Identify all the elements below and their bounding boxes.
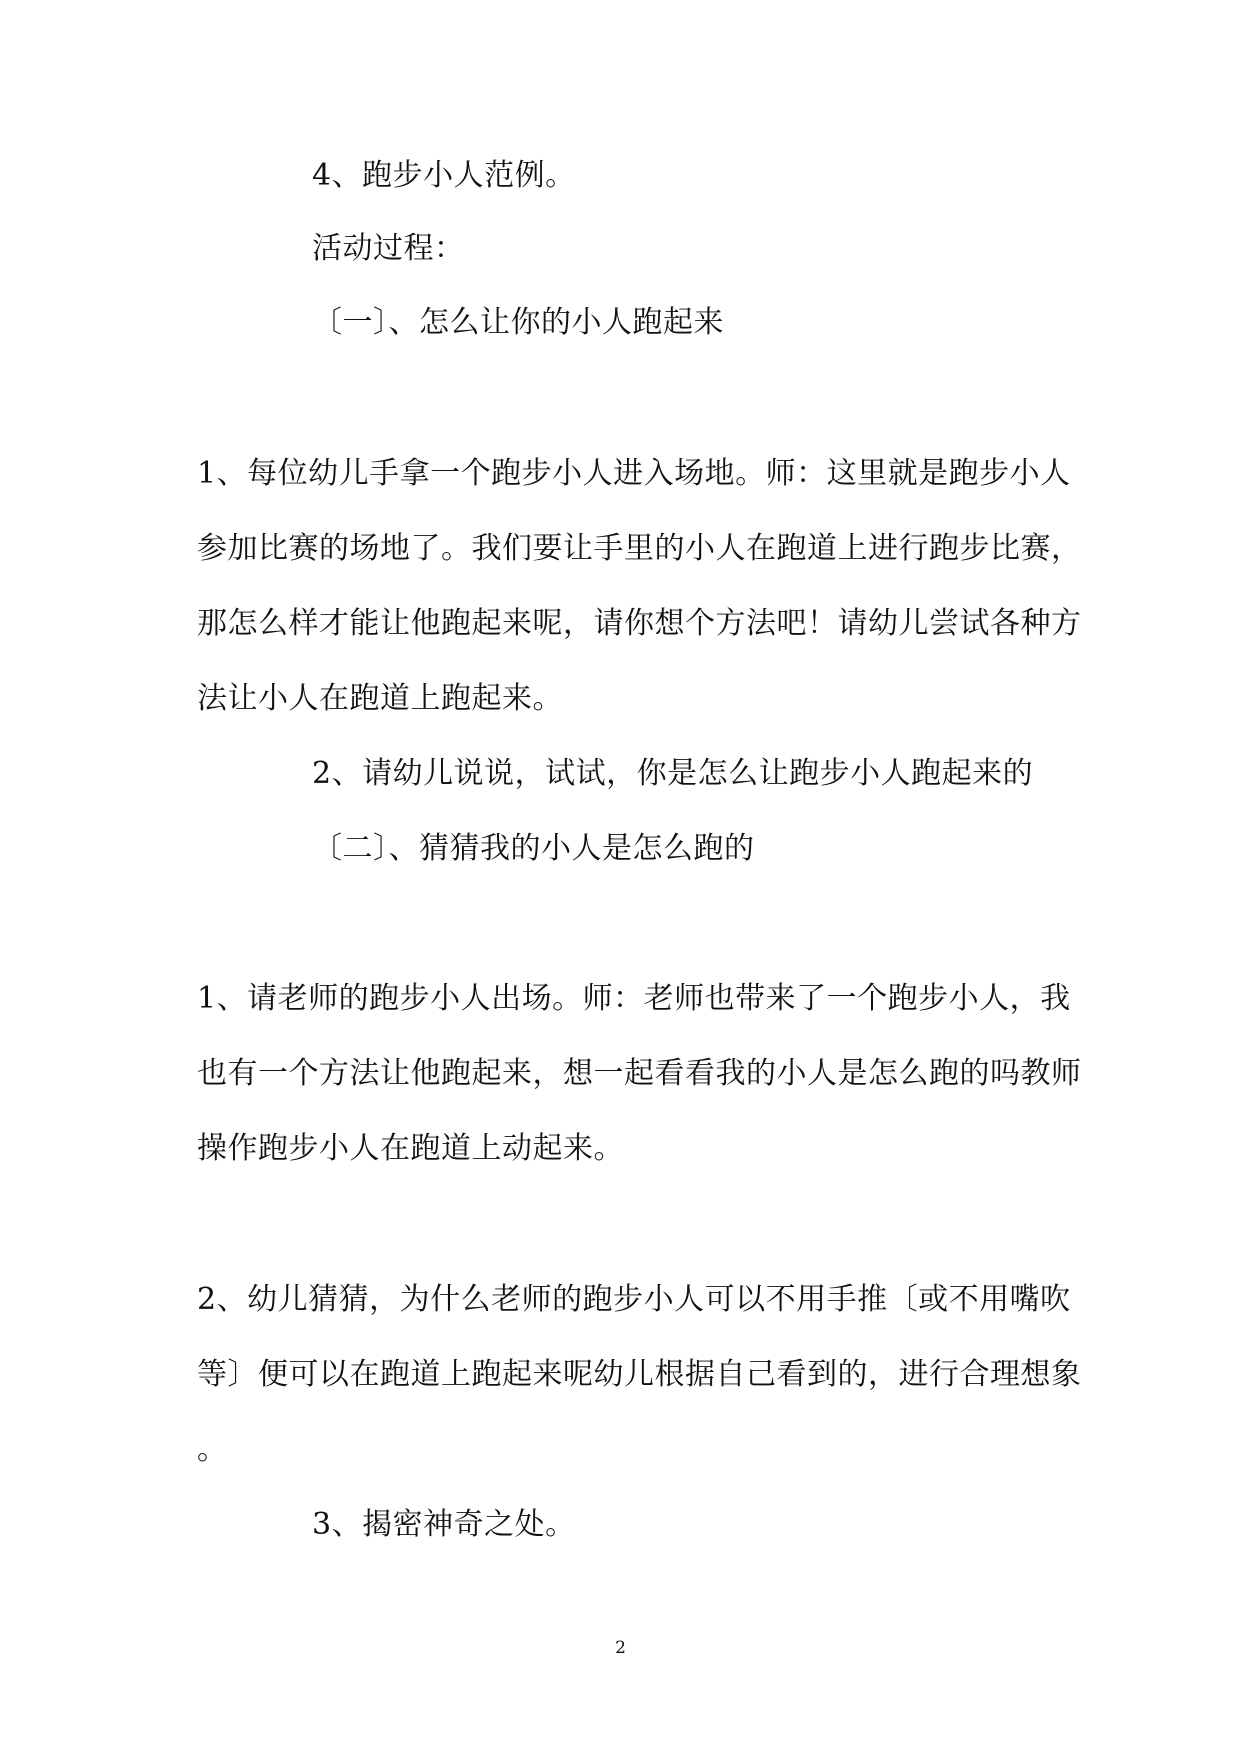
paragraph-line: 等〕便可以在跑道上跑起来呢幼儿根据自己看到的，进行合理想象 [197, 1357, 1082, 1392]
step-line-2: 2、请幼儿说说，试试，你是怎么让跑步小人跑起来的 [312, 756, 1034, 791]
paragraph-line: 。 [197, 1432, 228, 1467]
paragraph-line: 1、请老师的跑步小人出场。师：老师也带来了一个跑步小人，我 [197, 981, 1071, 1016]
paragraph-line: 法让小人在跑道上跑起来。 [197, 681, 563, 716]
section-heading-1: 〔一〕、怎么让你的小人跑起来 [312, 305, 724, 340]
paragraph-line: 也有一个方法让他跑起来，想一起看看我的小人是怎么跑的吗教师 [197, 1056, 1082, 1091]
paragraph-line: 操作跑步小人在跑道上动起来。 [197, 1131, 624, 1166]
step-line-3: 3、揭密神奇之处。 [312, 1507, 576, 1542]
paragraph-line: 2、幼儿猜猜，为什么老师的跑步小人可以不用手推〔或不用嘴吹 [197, 1282, 1071, 1317]
paragraph-line: 参加比赛的场地了。我们要让手里的小人在跑道上进行跑步比赛， [197, 531, 1082, 566]
material-item-4: 4、跑步小人范例。 [312, 158, 576, 193]
page-number: 2 [615, 1638, 626, 1658]
section-heading-2: 〔二〕、猜猜我的小人是怎么跑的 [312, 831, 755, 866]
paragraph-line: 那怎么样才能让他跑起来呢，请你想个方法吧！请幼儿尝试各种方 [197, 606, 1082, 641]
activity-process-heading: 活动过程： [312, 231, 465, 266]
paragraph-line: 1、每位幼儿手拿一个跑步小人进入场地。师：这里就是跑步小人 [197, 456, 1071, 491]
